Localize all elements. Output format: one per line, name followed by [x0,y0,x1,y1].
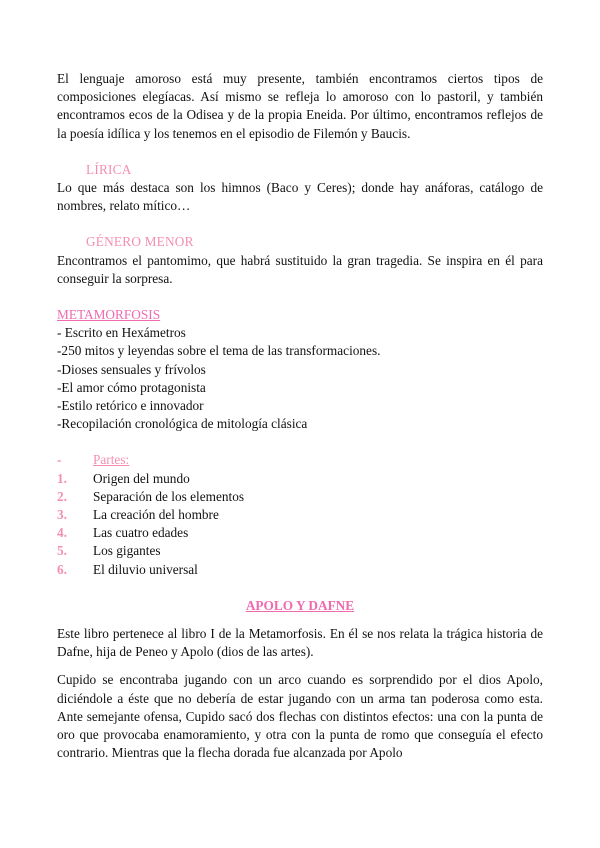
item-text: Origen del mundo [93,470,190,486]
item-text: Las cuatro edades [93,525,189,541]
item-number: 6. [57,561,67,577]
apolo-paragraph-2: Cupido se encontraba jugando con un arco cuando es sorprendido por el dios Apolo, diciéndole a éste que no debería de estar jugando con un arma tan poderosa como esta. Ante semejante ofensa, Cupido sacó dos flechas con distintos efectos: una con la punta de oro que provocaba enamoramiento, y otra con la punta de romo que conseguía el efecto contrario. Mientras que la flecha dorada fue alcanzada por Apolo [57,672,543,761]
metamorfosis-heading: METAMORFOSIS [57,307,161,323]
list-item [57,488,543,506]
lirica-paragraph: Lo que más destaca son los himnos (Baco y Ceres); donde hay anáforas, catálogo de nombres, relato mítico… [57,180,543,214]
item-number: 3. [57,507,67,523]
partes-heading [57,451,543,469]
list-item [57,542,543,560]
genero-menor-paragraph: Encontramos el pantomimo, que habrá sustituido la gran tragedia. Se inspira en él para conseguir la sorpresa. [57,252,543,286]
metamorfosis-list [57,324,543,433]
item-text: El diluvio universal [93,561,198,577]
intro-paragraph: El lenguaje amoroso está muy presente, también encontramos ciertos tipos de composiciones elegíacas. Así mismo se refleja lo amoroso con lo pastoril, y también encontramos ecos de la Odisea y de la propia Eneida. Por último, encontramos reflejos de la poesía idílica y los tenemos en el episodio de Filemón y Baucis. [57,71,543,141]
partes-list [57,470,543,579]
list-item [57,561,543,579]
list-item: -Recopilación cronológica de mitología clásica [57,416,308,432]
list-item [57,506,543,524]
item-text: Los gigantes [93,543,161,559]
apolo-paragraph-1: Este libro pertenece al libro I de la Metamorfosis. En él se nos relata la trágica historia de Dafne, hija de Peneo y Apolo (dios de las artes). [57,626,543,660]
item-number: 2. [57,488,67,504]
item-number: 1. [57,470,67,486]
list-item: -Dioses sensuales y frívolos [57,361,206,377]
item-number: 4. [57,525,67,541]
genero-menor-heading: GÉNERO MENOR [86,234,194,250]
document-body [57,70,543,763]
list-item [57,524,543,542]
lirica-heading: LÍRICA [86,161,132,177]
list-item: -El amor cómo protagonista [57,379,206,395]
item-number: 5. [57,543,67,559]
partes-dash: - [57,452,62,468]
list-item: -250 mitos y leyendas sobre el tema de las transformaciones. [57,343,381,359]
list-item: -Estilo retórico e innovador [57,398,204,414]
list-item [57,470,543,488]
apolo-dafne-heading: APOLO Y DAFNE [245,597,355,613]
item-text: La creación del hombre [93,507,219,523]
item-text: Separación de los elementos [93,488,245,504]
partes-label: Partes: [93,452,130,468]
list-item: - Escrito en Hexámetros [57,325,186,341]
